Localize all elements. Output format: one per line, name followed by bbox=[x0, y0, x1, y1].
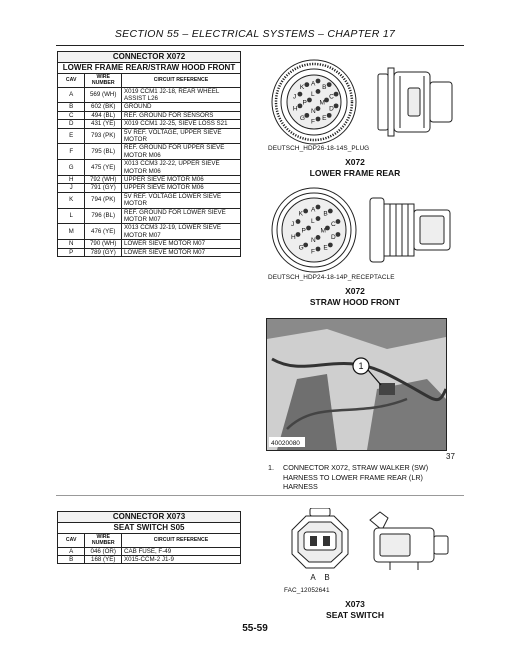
pin-label: B bbox=[323, 210, 328, 218]
pin-b-label: B bbox=[324, 573, 330, 582]
wire-number-cell: 795 (BL) bbox=[85, 144, 122, 160]
circuit-reference-cell: X019 CCM1 J2-25, SIEVE LOSS S21 bbox=[122, 120, 241, 128]
cav-cell: E bbox=[58, 128, 85, 144]
circuit-reference-cell: CAB FUSE, F-49 bbox=[122, 547, 241, 555]
connector-pin bbox=[336, 232, 341, 237]
connector-pin bbox=[316, 79, 321, 84]
wire-number-cell: 476 (YE) bbox=[85, 224, 122, 240]
seat-switch-side-view bbox=[370, 512, 448, 570]
table-subtitle: SEAT SWITCH S05 bbox=[58, 523, 241, 534]
col-header-wire: WIRE NUMBER bbox=[85, 73, 122, 87]
table-row bbox=[58, 120, 241, 128]
cav-cell: C bbox=[58, 111, 85, 119]
seat-switch-label-id: X073 bbox=[345, 599, 365, 609]
pin-label: G bbox=[298, 244, 304, 252]
connector-pin bbox=[316, 117, 321, 122]
receptacle-caption: DEUTSCH_HDP24-18-14P_RECEPTACLE bbox=[268, 274, 395, 281]
pin-label: P bbox=[301, 227, 306, 235]
wire-number-cell: 569 (WH) bbox=[85, 87, 122, 103]
connector-pin bbox=[328, 209, 333, 214]
connector-pin bbox=[316, 235, 321, 240]
col-header-ref: CIRCUIT REFERENCE bbox=[122, 533, 241, 547]
plug-caption: DEUTSCH_HDP26-18-14S_PLUG bbox=[268, 145, 370, 152]
table-row bbox=[58, 555, 241, 563]
table-row bbox=[58, 192, 241, 208]
harness-photo bbox=[266, 318, 447, 451]
section-header: SECTION 55 – ELECTRICAL SYSTEMS – CHAPTER 17 bbox=[114, 28, 396, 40]
pin-label: L bbox=[311, 90, 315, 98]
table-row bbox=[58, 175, 241, 183]
cav-cell: A bbox=[58, 87, 85, 103]
pin-label: F bbox=[311, 118, 315, 126]
pin-label: D bbox=[329, 105, 334, 113]
pin-label: E bbox=[322, 114, 327, 122]
wire-number-cell: 793 (PK) bbox=[85, 128, 122, 144]
cav-cell: L bbox=[58, 208, 85, 224]
seat-switch-caption: FAC_12052641 bbox=[284, 587, 330, 594]
table-row bbox=[58, 144, 241, 160]
connector-pin bbox=[316, 216, 321, 221]
connector-pin bbox=[298, 92, 303, 97]
pin-label: D bbox=[330, 233, 336, 241]
section-divider bbox=[56, 495, 464, 496]
col-header-wire: WIRE NUMBER bbox=[85, 533, 122, 547]
connector-pin bbox=[327, 113, 332, 118]
circuit-reference-cell: UPPER SIEVE MOTOR M06 bbox=[122, 175, 241, 183]
table-row bbox=[58, 248, 241, 256]
table-row bbox=[58, 160, 241, 176]
table-body bbox=[58, 547, 241, 564]
pin-label: N bbox=[311, 108, 316, 116]
circuit-reference-cell: 5V REF. VOLTAGE LOWER SIEVE MOTOR bbox=[122, 192, 241, 208]
circuit-reference-cell: REF. GROUND FOR SENSORS bbox=[122, 111, 241, 119]
connector-pin bbox=[296, 219, 301, 224]
cav-cell: D bbox=[58, 120, 85, 128]
pin-label: A bbox=[311, 80, 316, 88]
table-row bbox=[58, 208, 241, 224]
table-row bbox=[58, 128, 241, 144]
note-line-1: CONNECTOR X072, STRAW WALKER (SW) bbox=[283, 463, 429, 472]
table-body bbox=[58, 87, 241, 257]
seat-switch-drawing bbox=[284, 508, 454, 586]
wire-number-cell: 494 (BL) bbox=[85, 111, 122, 119]
connector-plug-drawing bbox=[270, 58, 460, 146]
connector-x073-table bbox=[57, 511, 241, 564]
pin-label: B bbox=[322, 84, 327, 92]
receptacle-label-name: STRAW HOOD FRONT bbox=[309, 297, 401, 307]
pin-label: P bbox=[302, 99, 307, 107]
wire-number-cell: 794 (PK) bbox=[85, 192, 122, 208]
wire-number-cell: 789 (GY) bbox=[85, 248, 122, 256]
cav-cell: G bbox=[58, 160, 85, 176]
circuit-reference-cell: X013 CCM3 J2-22, UPPER SIEVE MOTOR M06 bbox=[122, 160, 241, 176]
circuit-reference-cell: 5V REF. VOLTAGE, UPPER SIEVE MOTOR bbox=[122, 128, 241, 144]
plug-face bbox=[272, 60, 356, 144]
connector-pin bbox=[304, 113, 309, 118]
pin-label: L bbox=[311, 218, 315, 226]
table-row bbox=[58, 103, 241, 111]
connector-pin bbox=[334, 92, 339, 97]
receptacle-side-view bbox=[370, 198, 450, 262]
pin-label: K bbox=[299, 84, 305, 92]
photo-callout: 1 bbox=[358, 361, 364, 371]
note-line-3: HARNESS bbox=[283, 482, 318, 492]
receptacle-face bbox=[272, 188, 356, 272]
cav-cell: K bbox=[58, 192, 85, 208]
table-row bbox=[58, 184, 241, 192]
pin-label: G bbox=[299, 114, 305, 122]
pin-label: K bbox=[298, 210, 304, 218]
wire-number-cell: 475 (YE) bbox=[85, 160, 122, 176]
note-number: 1. bbox=[268, 463, 274, 472]
connector-pin bbox=[328, 243, 333, 248]
col-header-ref: CIRCUIT REFERENCE bbox=[122, 73, 241, 87]
pin-label: H bbox=[291, 233, 296, 241]
table-subtitle: LOWER FRAME REAR/STRAW HOOD FRONT bbox=[58, 63, 241, 74]
wire-number-cell: 431 (YE) bbox=[85, 120, 122, 128]
col-header-cav: CAV bbox=[58, 73, 85, 87]
pin-label: J bbox=[292, 93, 297, 101]
pin-label: H bbox=[292, 105, 298, 113]
table-row bbox=[58, 240, 241, 248]
connector-pin bbox=[303, 243, 308, 248]
table-row bbox=[58, 111, 241, 119]
wire-number-cell: 792 (WH) bbox=[85, 175, 122, 183]
connector-pin bbox=[303, 209, 308, 214]
cav-cell: P bbox=[58, 248, 85, 256]
table-row bbox=[58, 224, 241, 240]
pin-a-label: A bbox=[310, 573, 316, 582]
circuit-reference-cell: GROUND bbox=[122, 103, 241, 111]
circuit-reference-cell: LOWER SIEVE MOTOR M07 bbox=[122, 248, 241, 256]
cav-cell: A bbox=[58, 547, 85, 555]
connector-pin bbox=[304, 82, 309, 87]
cav-cell: N bbox=[58, 240, 85, 248]
plug-label-name: LOWER FRAME REAR bbox=[309, 168, 401, 178]
photo-id: 40020080 bbox=[271, 440, 300, 447]
circuit-reference-cell: X019 CCM1 J2-18, REAR WHEEL ASSIST L26 bbox=[122, 87, 241, 103]
cav-cell: B bbox=[58, 555, 85, 563]
seat-switch-label-name: SEAT SWITCH bbox=[326, 610, 384, 620]
connector-pin bbox=[316, 205, 321, 210]
cav-cell: B bbox=[58, 103, 85, 111]
pin-label: C bbox=[329, 93, 334, 101]
cav-cell: H bbox=[58, 175, 85, 183]
connector-pin bbox=[334, 103, 339, 108]
circuit-reference-cell: REF. GROUND FOR LOWER SIEVE MOTOR M07 bbox=[122, 208, 241, 224]
receptacle-label-id: X072 bbox=[345, 286, 365, 296]
connector-pin bbox=[316, 89, 321, 94]
connector-pin bbox=[316, 247, 321, 252]
pin-label: M bbox=[320, 227, 326, 235]
table-row bbox=[58, 87, 241, 103]
wire-number-cell: 046 (OR) bbox=[85, 547, 122, 555]
note-line-2: HARNESS TO LOWER FRAME REAR (LR) bbox=[283, 472, 423, 482]
wire-number-cell: 796 (BL) bbox=[85, 208, 122, 224]
plug-label-id: X072 bbox=[345, 157, 365, 167]
cav-cell: M bbox=[58, 224, 85, 240]
circuit-reference-cell: X013 CCM3 J2-19, LOWER SIEVE MOTOR M07 bbox=[122, 224, 241, 240]
pin-label: E bbox=[323, 244, 328, 252]
circuit-reference-cell: X015-CCM-2 J1-9 bbox=[122, 555, 241, 563]
pin-label: M bbox=[319, 99, 325, 107]
pin-label: C bbox=[330, 221, 336, 229]
pin-label: J bbox=[291, 221, 295, 229]
connector-pin bbox=[307, 98, 312, 103]
circuit-reference-cell: LOWER SIEVE MOTOR M07 bbox=[122, 240, 241, 248]
cav-cell: J bbox=[58, 184, 85, 192]
connector-pin bbox=[306, 226, 311, 231]
wire-number-cell: 791 (GY) bbox=[85, 184, 122, 192]
pin-label: F bbox=[311, 248, 315, 256]
connector-pin bbox=[336, 219, 341, 224]
page-number: 55-59 bbox=[242, 623, 268, 634]
seat-switch-face bbox=[292, 508, 348, 582]
wire-number-cell: 602 (BK) bbox=[85, 103, 122, 111]
col-header-cav: CAV bbox=[58, 533, 85, 547]
circuit-reference-cell: REF. GROUND FOR UPPER SIEVE MOTOR M06 bbox=[122, 144, 241, 160]
cav-cell: F bbox=[58, 144, 85, 160]
connector-pin bbox=[316, 106, 321, 111]
figure-number: 37 bbox=[446, 452, 455, 461]
connector-receptacle-drawing bbox=[270, 186, 460, 274]
table-title: CONNECTOR X073 bbox=[58, 512, 241, 523]
pin-label: N bbox=[311, 236, 316, 244]
circuit-reference-cell: UPPER SIEVE MOTOR M06 bbox=[122, 184, 241, 192]
connector-pin bbox=[296, 232, 301, 237]
connector-x072-table bbox=[57, 51, 241, 257]
wire-number-cell: 790 (WH) bbox=[85, 240, 122, 248]
header-rule bbox=[56, 45, 464, 46]
table-title: CONNECTOR X072 bbox=[58, 52, 241, 63]
pin-label: A bbox=[311, 206, 316, 214]
table-row bbox=[58, 547, 241, 555]
plug-side-view bbox=[378, 68, 452, 136]
harness-photo-image bbox=[267, 319, 446, 450]
connector-pin bbox=[327, 82, 332, 87]
wire-number-cell: 168 (YE) bbox=[85, 555, 122, 563]
